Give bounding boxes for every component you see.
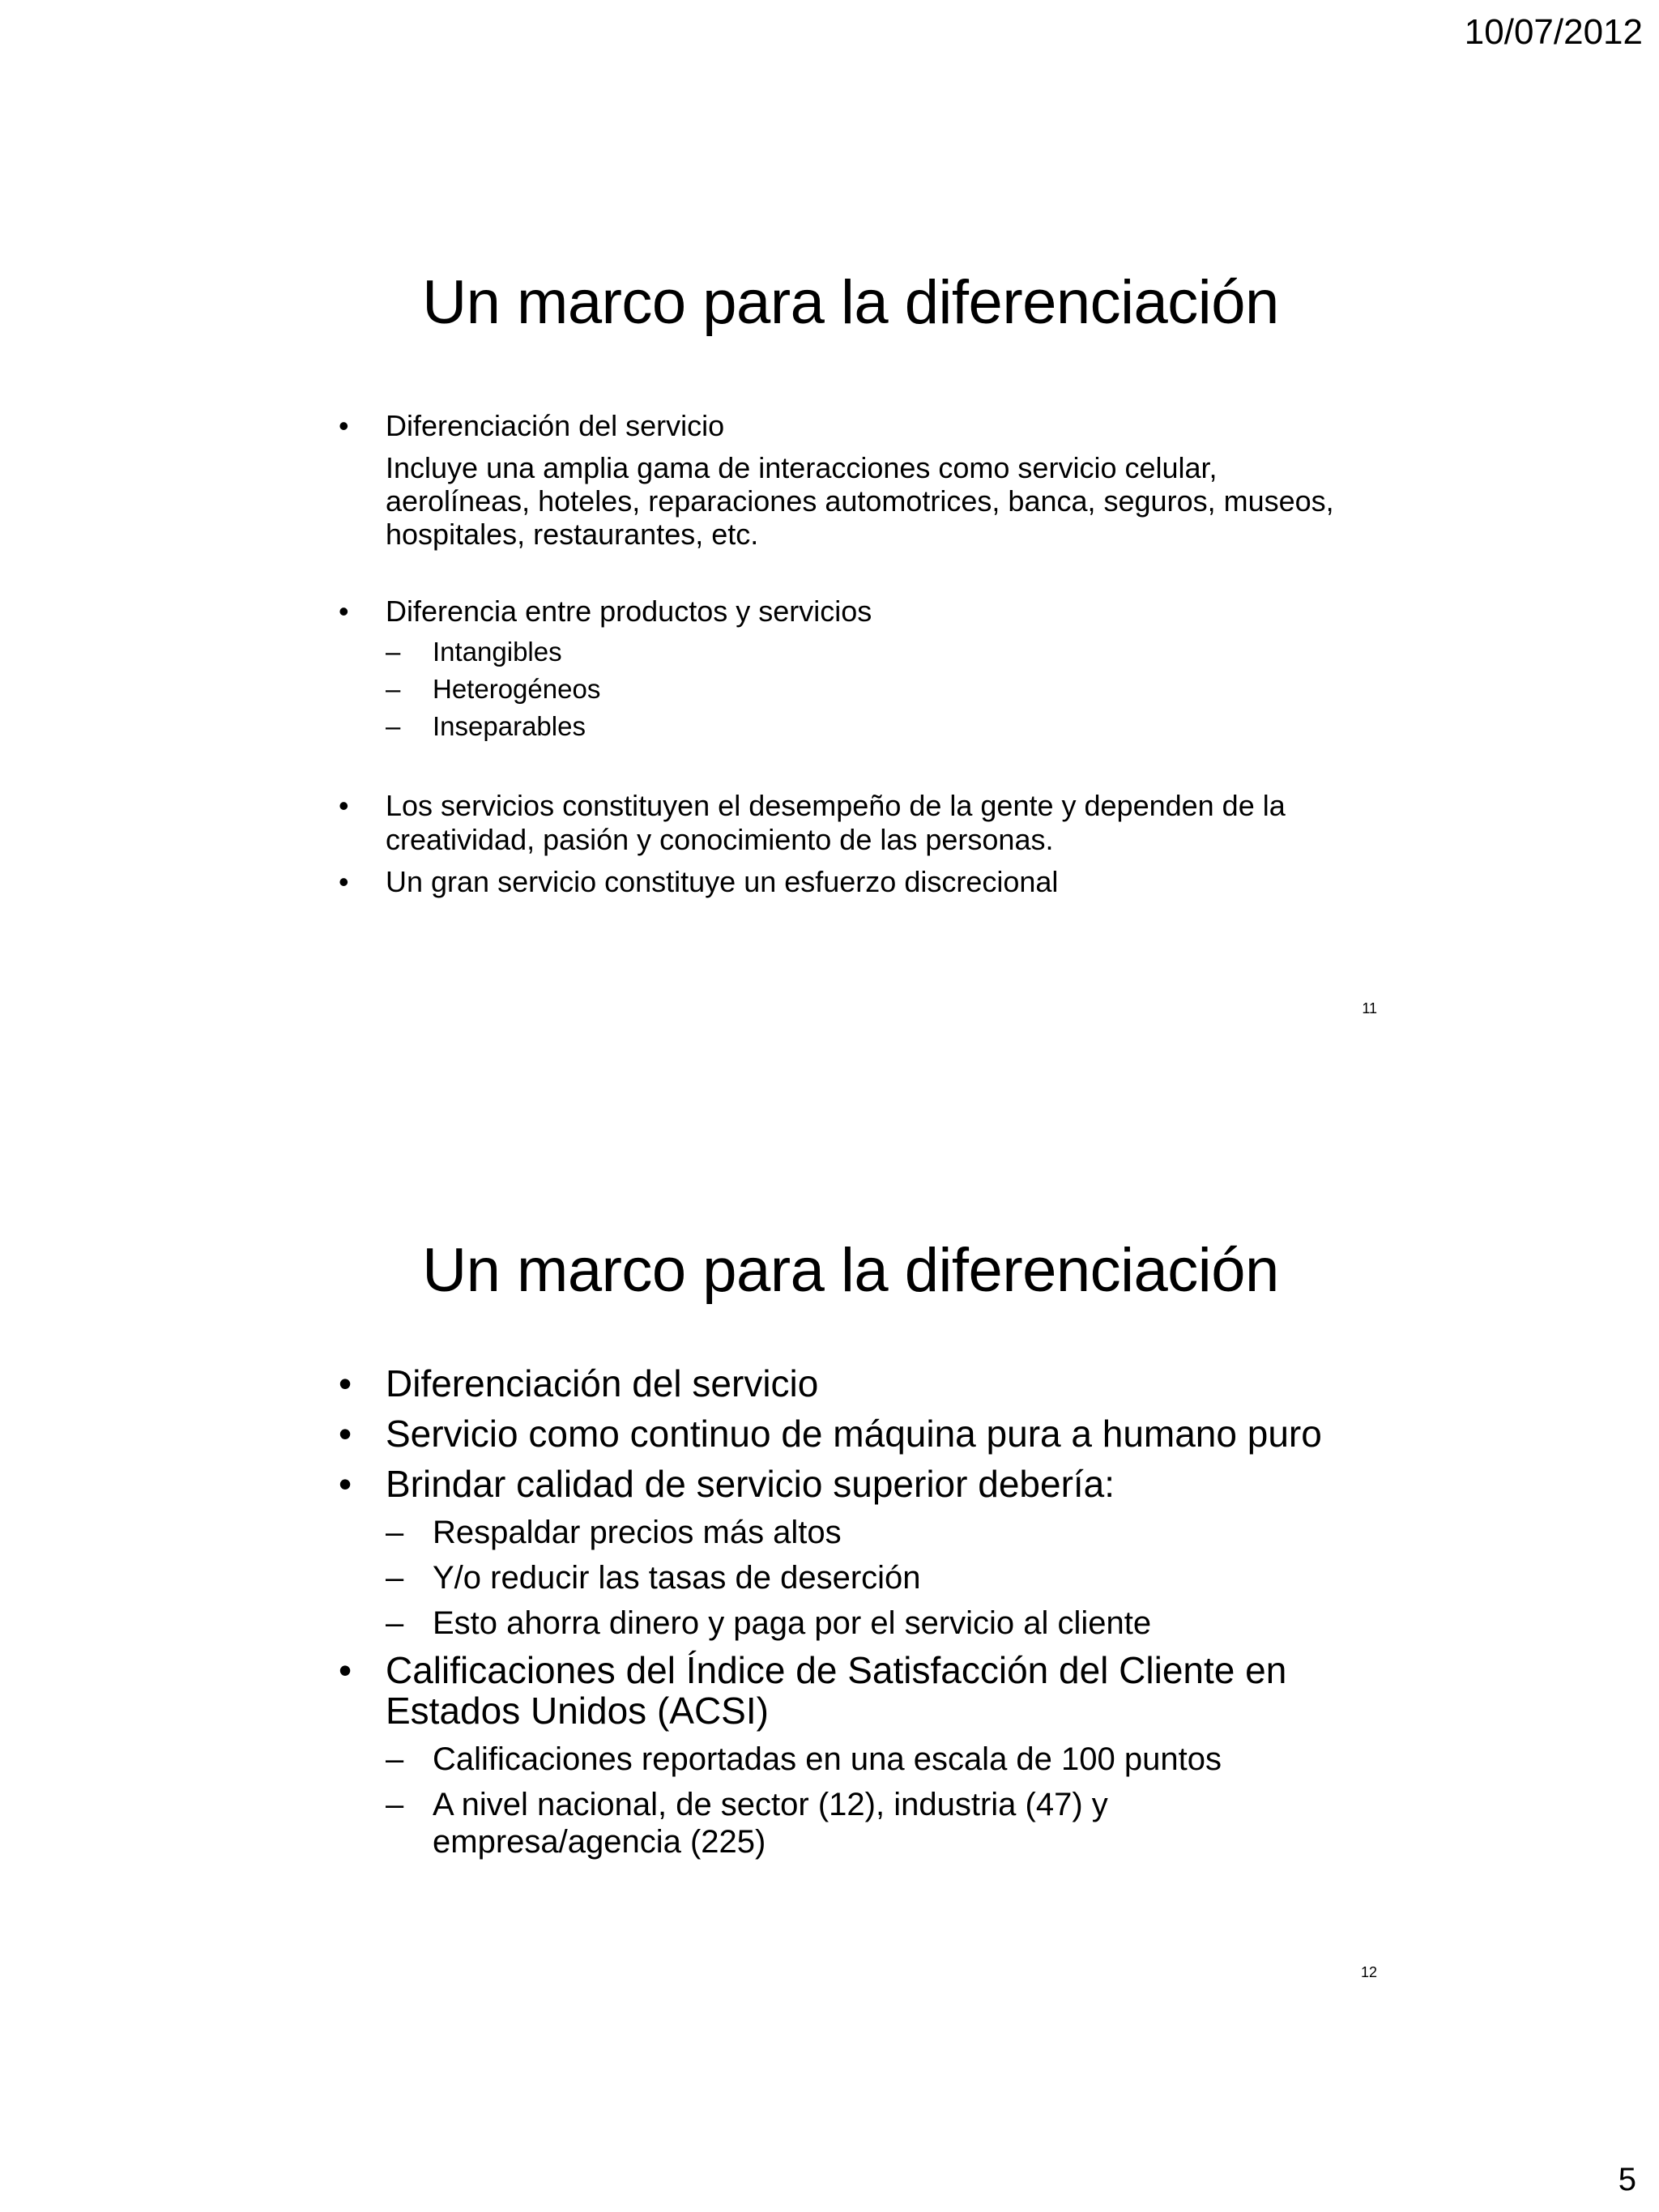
dash-marker: –: [386, 1787, 404, 1822]
sub-bullet-item: [386, 1741, 1337, 1778]
dash-marker: –: [386, 1560, 404, 1596]
slide-11: [332, 267, 1377, 1037]
sub-bullet-list: [386, 1514, 1337, 1642]
bullet-text: Brindar calidad de servicio superior debería:: [386, 1463, 1115, 1505]
sub-bullet-text: Y/o reducir las tasas de deserción: [433, 1560, 921, 1596]
bullet-item: [339, 409, 1337, 443]
dash-marker: –: [386, 1741, 404, 1777]
bullet-marker: •: [339, 1413, 352, 1455]
slide-number: 11: [1362, 1000, 1377, 1016]
bullet-text: Un gran servicio constituye un esfuerzo discrecional: [386, 865, 1059, 898]
slide-12: [332, 1235, 1377, 2005]
dash-marker: –: [386, 674, 401, 704]
bullet-text: Diferenciación del servicio: [386, 1362, 819, 1404]
sub-bullet-item: [386, 1786, 1337, 1860]
slide-number: 12: [1360, 1964, 1377, 1980]
bullet-list: [339, 1363, 1337, 1504]
bullet-marker: •: [339, 865, 349, 898]
bullet-list: [339, 789, 1337, 899]
sub-bullet-text: Esto ahorra dinero y paga por el servicio al cliente: [433, 1605, 1152, 1641]
sub-bullet-text: Inseparables: [433, 711, 586, 741]
bullet-item: [339, 1464, 1337, 1504]
sub-bullet-item: [386, 708, 1337, 745]
sub-bullet-item: [386, 1514, 1337, 1551]
sub-bullet-text: Heterogéneos: [433, 674, 601, 704]
bullet-item: [339, 789, 1337, 857]
sub-bullet-list: [386, 633, 1337, 745]
sub-bullet-text: A nivel nacional, de sector (12), industria (47) y empresa/agencia (225): [433, 1787, 1108, 1860]
bullet-item: [339, 865, 1337, 899]
slide-title: Un marco para la diferenciación: [422, 1236, 1279, 1305]
page-number: 5: [1618, 2162, 1636, 2197]
slide-body: [339, 1363, 1337, 1869]
bullet-item: [339, 1650, 1337, 1731]
slide-title: Un marco para la diferenciación: [422, 268, 1279, 337]
page-date: 10/07/2012: [1464, 12, 1643, 52]
dash-marker: –: [386, 1605, 404, 1641]
slide-body: [339, 409, 1337, 899]
bullet-marker: •: [339, 595, 349, 628]
bullet-marker: •: [339, 1463, 352, 1505]
bullet-item: [339, 1413, 1337, 1454]
bullet-item: [339, 1363, 1337, 1404]
sub-bullet-text: Intangibles: [433, 637, 562, 667]
sub-bullet-item: [386, 1605, 1337, 1642]
bullet-marker: •: [339, 789, 349, 822]
bullet-text: Diferenciación del servicio: [386, 409, 725, 442]
sub-bullet-text: Respaldar precios más altos: [433, 1515, 842, 1550]
sub-bullet-item: [386, 633, 1337, 671]
dash-marker: –: [386, 711, 401, 741]
bullet-list: [339, 409, 1337, 443]
bullet-marker: •: [339, 1649, 352, 1691]
sub-bullet-item: [386, 1559, 1337, 1596]
bullet-text: Calificaciones del Índice de Satisfacción del Cliente en Estados Unidos (ACSI): [386, 1649, 1287, 1732]
bullet-detail: Incluye una amplia gama de interacciones como servicio celular, aerolíneas, hoteles, reparaciones automotrices, banca, seguros, museos, hospitales, restaurantes, etc.: [386, 451, 1334, 551]
bullet-text: Servicio como continuo de máquina pura a humano puro: [386, 1413, 1322, 1455]
bullet-list: [339, 1650, 1337, 1731]
sub-bullet-item: [386, 671, 1337, 708]
sub-bullet-list: [386, 1741, 1337, 1860]
dash-marker: –: [386, 1515, 404, 1550]
dash-marker: –: [386, 637, 401, 667]
sub-bullet-text: Calificaciones reportadas en una escala de 100 puntos: [433, 1741, 1222, 1777]
bullet-item: [339, 595, 1337, 629]
bullet-marker: •: [339, 409, 349, 442]
bullet-text: Los servicios constituyen el desempeño de la gente y dependen de la creatividad, pasión y conocimiento de las personas.: [386, 789, 1286, 856]
bullet-marker: •: [339, 1362, 352, 1404]
bullet-text: Diferencia entre productos y servicios: [386, 595, 872, 628]
bullet-list: [339, 595, 1337, 629]
